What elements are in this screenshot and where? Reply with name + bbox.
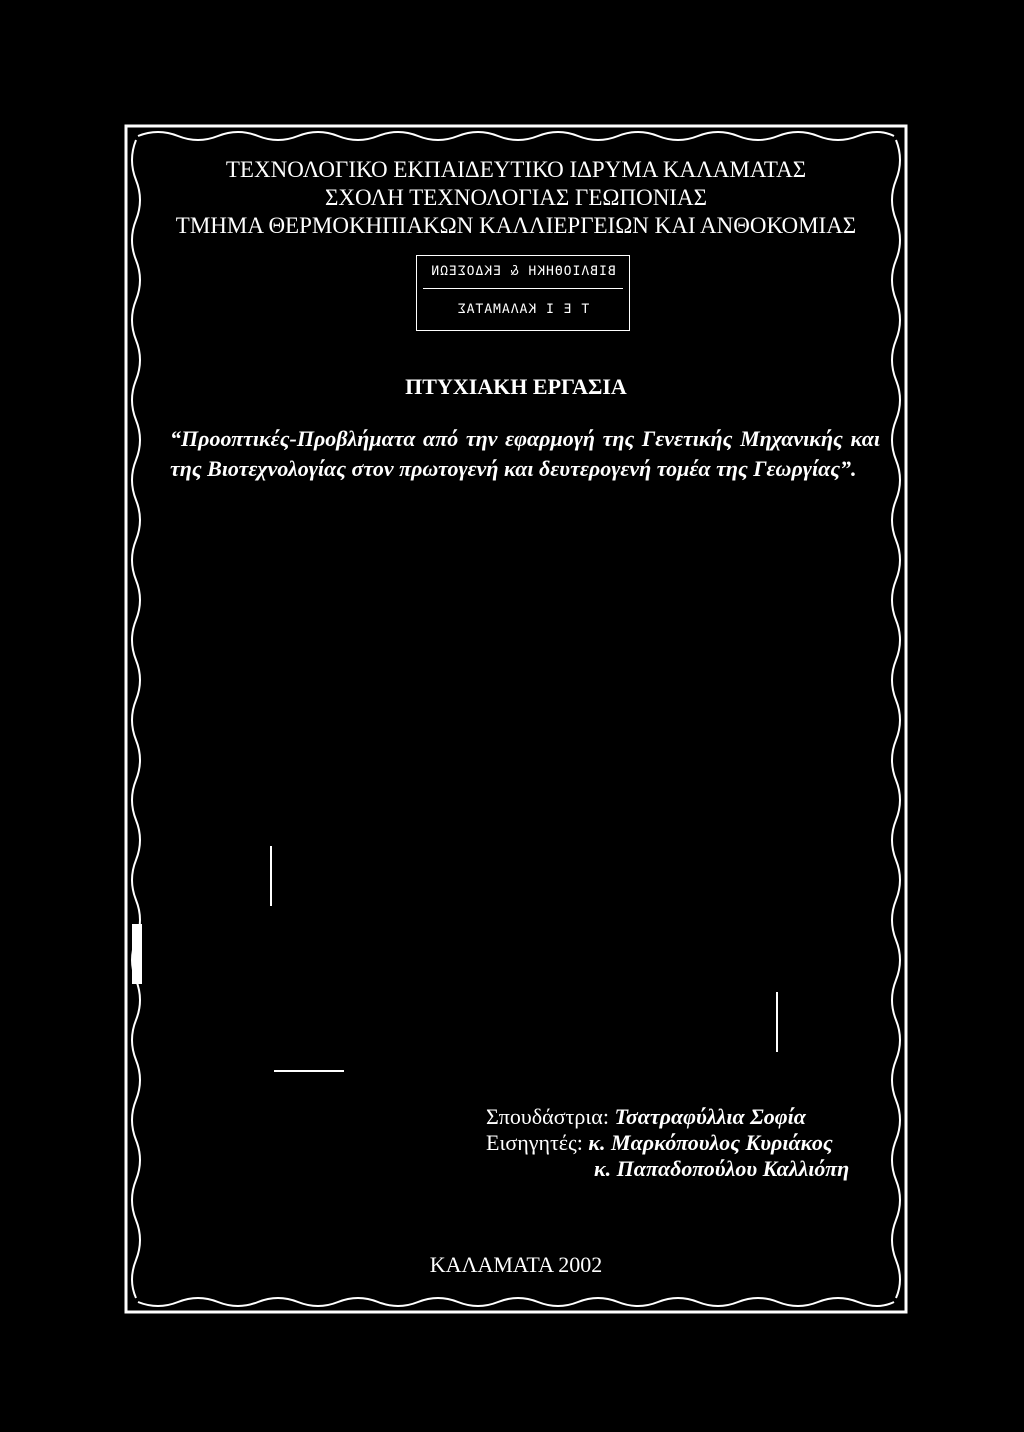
stamp-line-2: Τ Ε Ι ΚΑΛΑΜΑΤΑΣ — [456, 302, 590, 317]
scan-mark-bottom — [274, 1070, 344, 1072]
supervisors-label: Εισηγητές: — [486, 1130, 583, 1155]
student-label: Σπουδάστρια: — [486, 1104, 609, 1129]
institution-name: ΤΕΧΝΟΛΟΓΙΚΟ ΕΚΠΑΙΔΕΥΤΙΚΟ ΙΔΡΥΜΑ ΚΑΛΑΜΑΤΑΣ — [225, 157, 807, 182]
student-credit — [486, 1104, 806, 1130]
library-stamp — [416, 255, 630, 331]
place-and-year: ΚΑΛΑΜΑΤΑ 2002 — [429, 1252, 603, 1277]
stamp-line-1: ΒΙΒΛΙΟΘΗΚΗ & ΕΚΔΟΣΕΩΝ — [430, 264, 616, 279]
supervisor-2: κ. Παπαδοπούλου Καλλιόπη — [594, 1156, 850, 1181]
thesis-title: “Προοπτικές-Προβλήματα από την εφαρμογή της Γενετικής Μηχανικής και της Βιοτεχνολογίας στον πρωτογενή και δευτερογενή τομέα της Γεωργίας”. — [170, 426, 880, 481]
school-name: ΣΧΟΛΗ ΤΕΧΝΟΛΟΓΙΑΣ ΓΕΩΠΟΝΙΑΣ — [325, 185, 707, 210]
supervisor-2-line — [594, 1156, 849, 1182]
supervisors-credit — [486, 1130, 833, 1156]
stamp-divider — [423, 288, 623, 289]
student-name: Τσατραφύλλια Σοφία — [614, 1104, 806, 1129]
scan-mark-left — [270, 846, 272, 906]
department-name: ΤΜΗΜΑ ΘΕΡΜΟΚΗΠΙΑΚΩΝ ΚΑΛΛΙΕΡΓΕΙΩΝ ΚΑΙ ΑΝΘΟΚΟΜΙΑΣ — [175, 213, 857, 238]
title-page — [124, 124, 908, 1314]
thesis-label: ΠΤΥΧΙΑΚΗ ΕΡΓΑΣΙΑ — [405, 374, 627, 399]
supervisor-1: κ. Μαρκόπουλος Κυριάκος — [588, 1130, 833, 1155]
scan-mark-right — [776, 992, 778, 1052]
